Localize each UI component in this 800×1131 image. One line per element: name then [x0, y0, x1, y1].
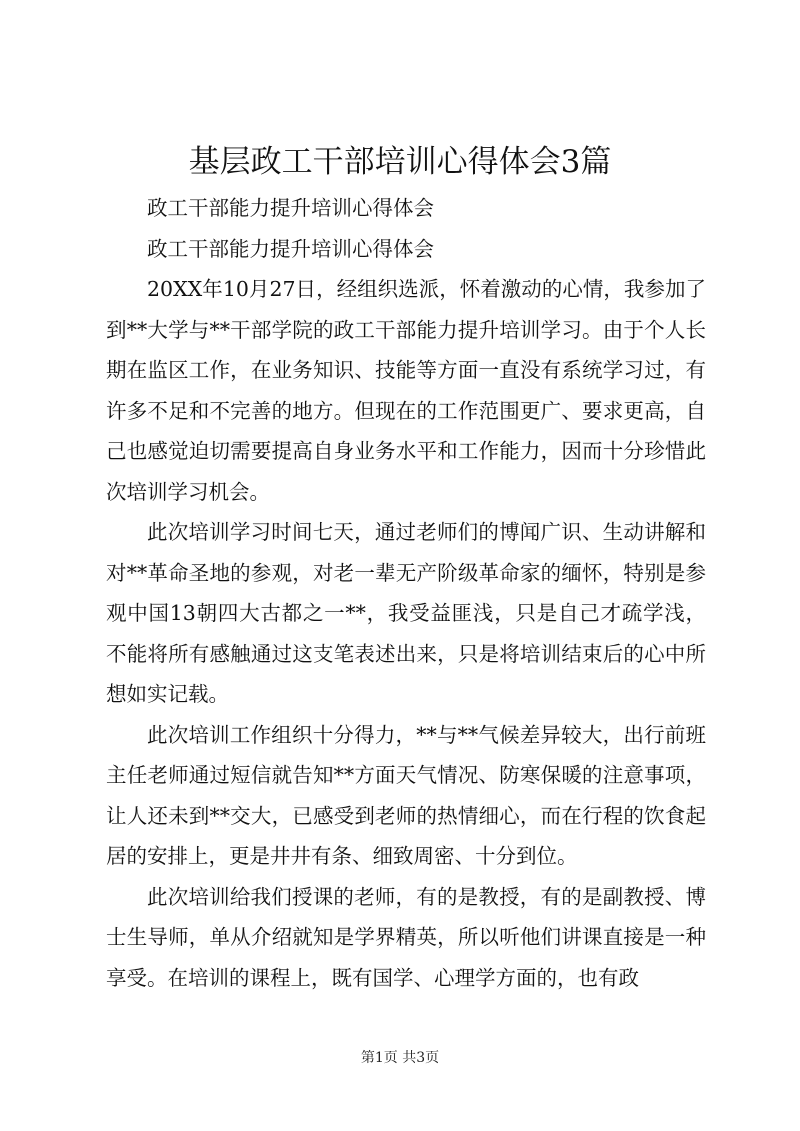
- body-paragraph: 20XX年10月27日，经组织选派，怀着激动的心情，我参加了到**大学与**干部学院的政工干部能力提升培训学习。由于个人长期在监区工作，在业务知识、技能等方面一直没有系统学习过，有许多不足和不完善的地方。但现在的工作范围更广、要求更高，自己也感觉迫切需要提高自身业务水平和工作能力，因而十分珍惜此次培训学习机会。: [106, 277, 706, 504]
- page-footer: 第1页 共3页: [360, 1050, 440, 1066]
- page-title: 基层政工干部培训心得体会3篇: [188, 144, 612, 180]
- body-paragraph: 此次培训给我们授课的老师，有的是教授，有的是副教授、博士生导师，单从介绍就知是学界精英，所以听他们讲课直接是一种享受。在培训的课程上，既有国学、心理学方面的，也有政: [106, 884, 706, 990]
- subtitle-line: 政工干部能力提升培训心得体会: [147, 236, 434, 261]
- body-paragraph: 此次培训学习时间七天，通过老师们的博闻广识、生动讲解和对**革命圣地的参观，对老一辈无产阶级革命家的缅怀，特别是参观中国13朝四大古都之一**，我受益匪浅，只是自己才疏学浅，不能将所有感触通过这支笔表述出来，只是将培训结束后的心中所想如实记载。: [106, 520, 706, 706]
- subtitle-line: 政工干部能力提升培训心得体会: [147, 196, 434, 220]
- body-paragraph: 此次培训工作组织十分得力，**与**气候差异较大，出行前班主任老师通过短信就告知**方面天气情况、防寒保暖的注意事项，让人还未到**交大，已感受到老师的热情细心，而在行程的饮食起居的安排上，更是井井有条、细致周密、十分到位。: [106, 722, 706, 868]
- document-body: [106, 188, 706, 998]
